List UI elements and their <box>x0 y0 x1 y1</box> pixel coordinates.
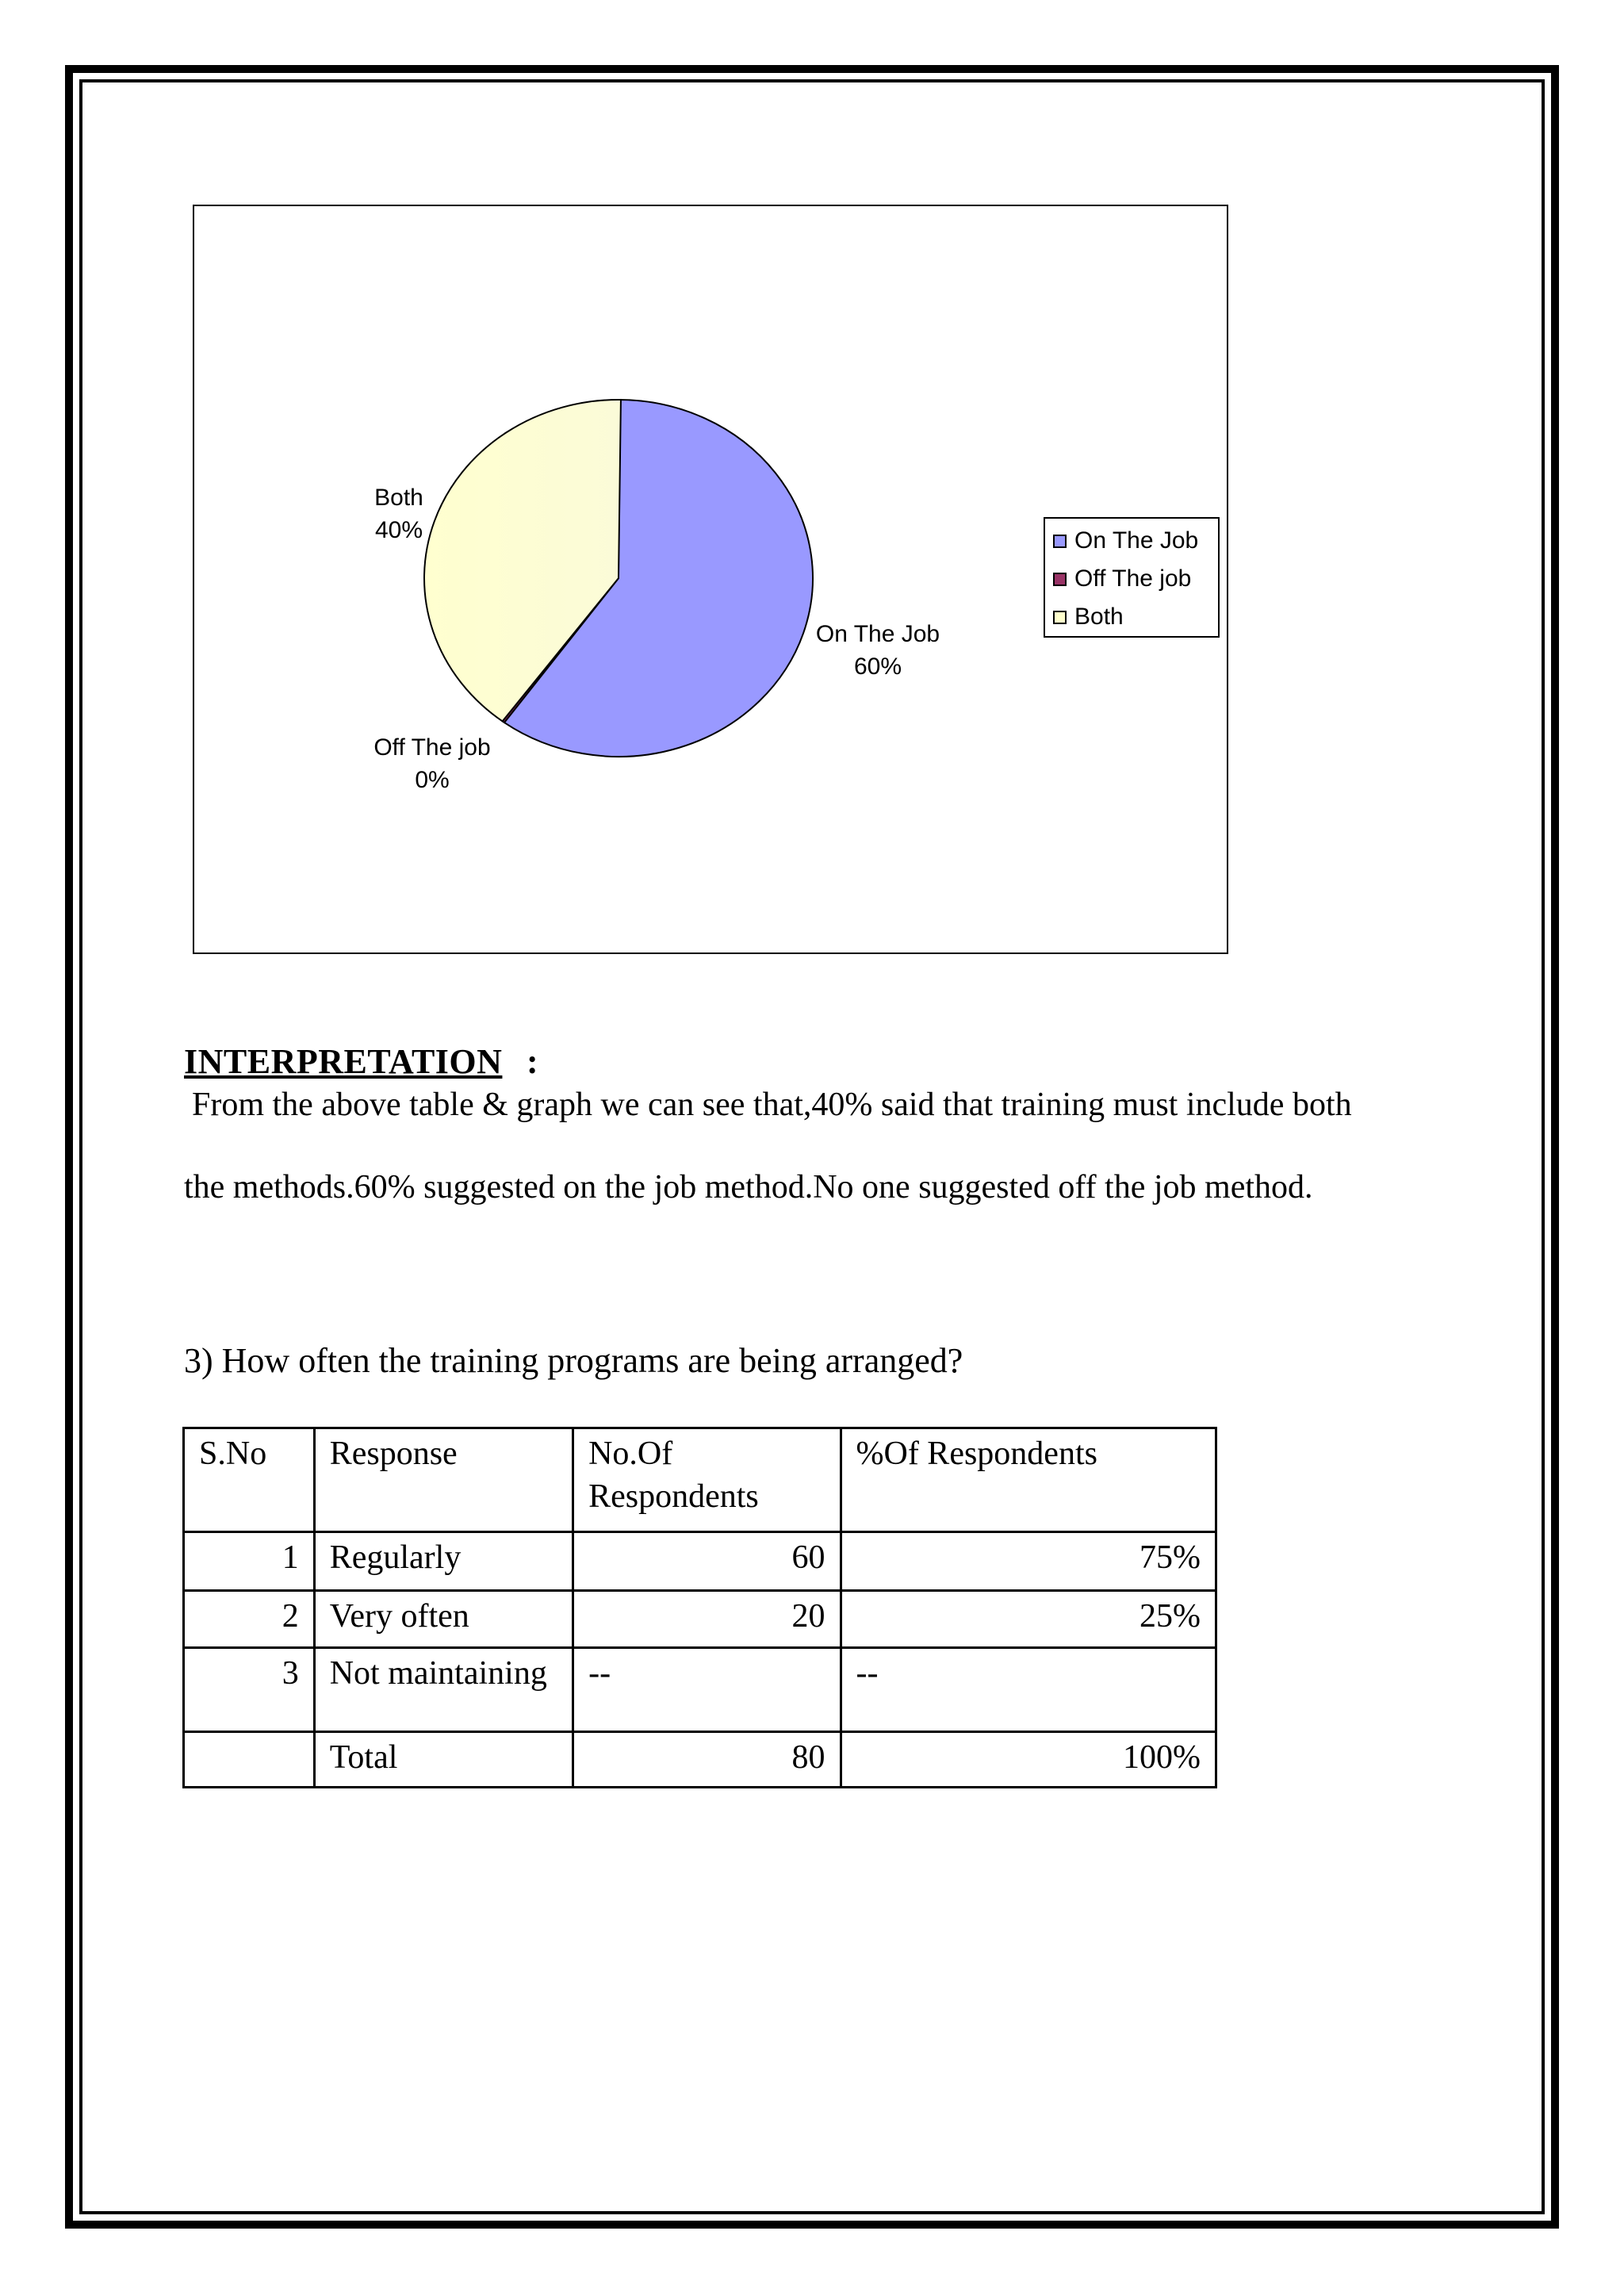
header-response: Response <box>314 1428 573 1532</box>
cell-count: 20 <box>573 1591 841 1648</box>
responses-table <box>182 1427 1217 1788</box>
header-no-of-respondents: No.Of Respondents <box>573 1428 841 1532</box>
cell-response: Total <box>314 1732 573 1788</box>
legend-swatch-off-the-job <box>1053 573 1067 586</box>
pie-label-off-the-job-value: 0% <box>415 767 450 793</box>
legend-label-both: Both <box>1074 604 1124 630</box>
legend-item-off-the-job <box>1053 565 1191 593</box>
pie-label-on-the-job-value: 60% <box>853 654 902 680</box>
cell-sno <box>184 1732 315 1788</box>
pie-label-both: Both <box>374 485 423 511</box>
chart-legend <box>1044 517 1220 638</box>
table-total-row <box>184 1732 1216 1788</box>
header-sno: S.No <box>184 1428 315 1532</box>
legend-swatch-both <box>1053 611 1067 624</box>
cell-count: -- <box>573 1648 841 1732</box>
cell-sno: 1 <box>184 1532 315 1591</box>
legend-label-off-the-job: Off The job <box>1074 565 1192 592</box>
cell-count: 60 <box>573 1532 841 1591</box>
cell-response: Regularly <box>314 1532 573 1591</box>
interpretation-line-2: the methods.60% suggested on the job method.No one suggested off the job method. <box>184 1169 1313 1205</box>
cell-percent: -- <box>841 1648 1216 1732</box>
cell-percent: 100% <box>841 1732 1216 1788</box>
interpretation-line-1: From the above table & graph we can see that,40% said that training must include both <box>192 1087 1352 1123</box>
table-row <box>184 1591 1216 1648</box>
cell-count: 80 <box>573 1732 841 1788</box>
cell-percent: 25% <box>841 1591 1216 1648</box>
cell-sno: 3 <box>184 1648 315 1732</box>
interpretation-heading: INTERPRETATION <box>184 1042 503 1081</box>
cell-response: Not maintaining <box>314 1648 573 1732</box>
cell-sno: 2 <box>184 1591 315 1648</box>
table-row <box>184 1532 1216 1591</box>
interpretation-heading-colon: : <box>527 1042 538 1081</box>
legend-item-on-the-job <box>1053 527 1198 555</box>
legend-swatch-on-the-job <box>1053 535 1067 548</box>
header-percent-of-respondents: %Of Respondents <box>841 1428 1216 1532</box>
pie-label-off-the-job: Off The job <box>373 734 491 761</box>
cell-percent: 75% <box>841 1532 1216 1591</box>
question-text: 3) How often the training programs are being arranged? <box>184 1341 963 1380</box>
cell-response: Very often <box>314 1591 573 1648</box>
table-header-row <box>184 1428 1216 1532</box>
legend-item-both <box>1053 603 1124 631</box>
table-row <box>184 1648 1216 1732</box>
pie-label-on-the-job: On The Job <box>815 621 940 647</box>
pie-label-both-value: 40% <box>374 517 423 543</box>
legend-label-on-the-job: On The Job <box>1074 527 1199 554</box>
